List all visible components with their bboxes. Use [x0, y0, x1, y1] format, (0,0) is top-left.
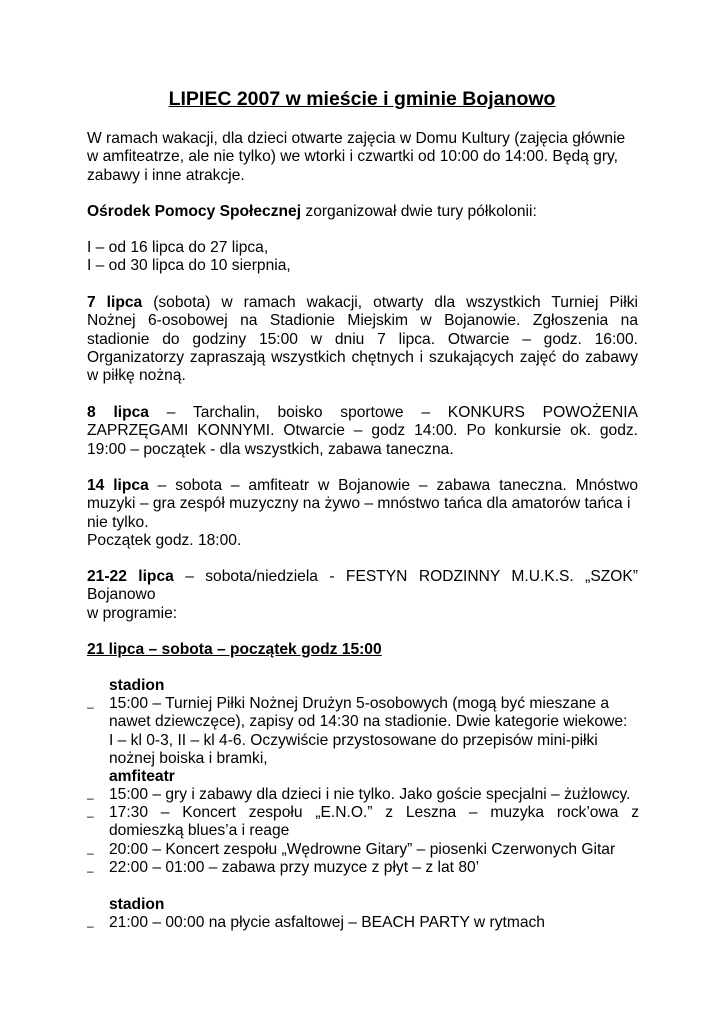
list-dash: –: [87, 919, 94, 933]
event-7-lipca: [87, 294, 638, 385]
list-dash: –: [87, 809, 94, 823]
intro-line: w amfiteatrze, ale nie tylko) we wtorki i czwartki od 10:00 do 14:00. Będą gry,: [87, 148, 619, 166]
venue-stadion-label: stadion: [109, 677, 165, 694]
intro-line: W ramach wakacji, dla dzieci otwarte zajęcia w Domu Kultury (zajęcia głównie: [87, 130, 626, 147]
tura-line: I – od 30 lipca do 10 sierpnia,: [87, 257, 291, 275]
event-14-lipca: [87, 477, 638, 550]
event-date: 21-22 lipca: [87, 568, 174, 585]
event-21-22-lipca: [87, 568, 638, 623]
program-item-text: 22:00 – 01:00 – zabawa przy muzyce z płyt – z lat 80’: [109, 859, 480, 876]
program-item-text: 15:00 – Turniej Piłki Nożnej Drużyn 5-osobowych (mogą być mieszane a: [109, 695, 610, 712]
event-text: nie tylko.: [87, 513, 149, 531]
intro-paragraph: [87, 130, 638, 185]
event-text: – Tarchalin, boisko sportowe – KONKURS POWOŻENIA: [148, 404, 638, 421]
event-8-lipca: [87, 404, 638, 459]
event-date: 14 lipca: [87, 477, 149, 494]
event-text: muzyki – gra zespół muzyczny na żywo – mnóstwo tańca dla amatorów tańca i: [87, 495, 631, 513]
program-item-text: 20:00 – Koncert zespołu „Wędrowne Gitary” – piosenki Czerwonych Gitar: [109, 841, 616, 858]
ops-name: Ośrodek Pomocy Społecznej: [87, 203, 302, 220]
program-item-text: domieszką blues’a i reage: [109, 822, 290, 840]
event-text: – sobota/niedziela - FESTYN RODZINNY M.U.K.S. „SZOK”: [173, 568, 638, 585]
event-text: – sobota – amfiteatr w Bojanowie – zabawa taneczna. Mnóstwo: [148, 477, 638, 494]
program-item-text: 21:00 – 00:00 na płycie asfaltowej – BEACH PARTY w rytmach: [109, 914, 545, 931]
day-heading: 21 lipca – sobota – początek godz 15:00: [87, 641, 382, 658]
event-text: 19:00 – początek - dla wszystkich, zabawa taneczna.: [87, 440, 454, 458]
program-item-text: nawet dziewczęce), zapisy od 14:30 na stadionie. Dwie kategorie wiekowe:: [109, 713, 628, 731]
list-dash: –: [87, 700, 94, 714]
intro-line: zabawy i inne atrakcje.: [87, 166, 245, 184]
event-text: Początek godz. 18:00.: [87, 531, 242, 549]
program-item-text: I – kl 0-3, II – kl 4-6. Oczywiście przystosowane do przepisów mini-piłki: [109, 731, 598, 749]
event-text: w piłkę nożną.: [87, 367, 186, 385]
venue-amfiteatr-label: amfiteatr: [109, 768, 175, 785]
event-date: 7 lipca: [87, 294, 143, 311]
event-text: w programie:: [87, 604, 178, 622]
event-text: Organizatorzy zapraszają wszystkich chętnych i szukających zajęć do zabawy: [87, 348, 638, 366]
event-text: ZAPRZĘGAMI KONNYMI. Otwarcie – godz 14:00. Po konkursie ok. godz.: [87, 422, 638, 440]
tury-paragraph: [87, 239, 638, 276]
list-dash: –: [87, 864, 94, 878]
ops-paragraph: [87, 203, 638, 221]
page-title: LIPIEC 2007 w mieście i gminie Bojanowo: [168, 88, 556, 110]
venue-stadion-label: stadion: [109, 896, 165, 913]
ops-text: zorganizował dwie tury półkolonii:: [301, 203, 537, 220]
event-date: 8 lipca: [87, 404, 149, 421]
event-text: stadionie do godziny 15:00 w dniu 7 lipca. Otwarcie – godz. 16:00.: [87, 330, 638, 348]
day-heading-paragraph: [87, 641, 638, 659]
list-dash: –: [87, 791, 94, 805]
list-dash: –: [87, 846, 94, 860]
event-text: (sobota) w ramach wakacji, otwarty dla wszystkich Turniej Piłki: [142, 294, 638, 311]
program-item-text: 17:30 – Koncert zespołu „E.N.O.” z Leszna – muzyka rock’owa z: [109, 804, 639, 821]
tura-line: I – od 16 lipca do 27 lipca,: [87, 239, 269, 256]
program-item-text: nożnej boiska i bramki,: [109, 749, 268, 767]
event-text: Bojanowo: [87, 586, 156, 604]
program-item-text: 15:00 – gry i zabawy dla dzieci i nie tylko. Jako goście specjalni – żużlowcy.: [109, 786, 631, 803]
event-text: Nożnej 6-osobowej na Stadionie Miejskim w Bojanowie. Zgłoszenia na: [87, 312, 638, 330]
